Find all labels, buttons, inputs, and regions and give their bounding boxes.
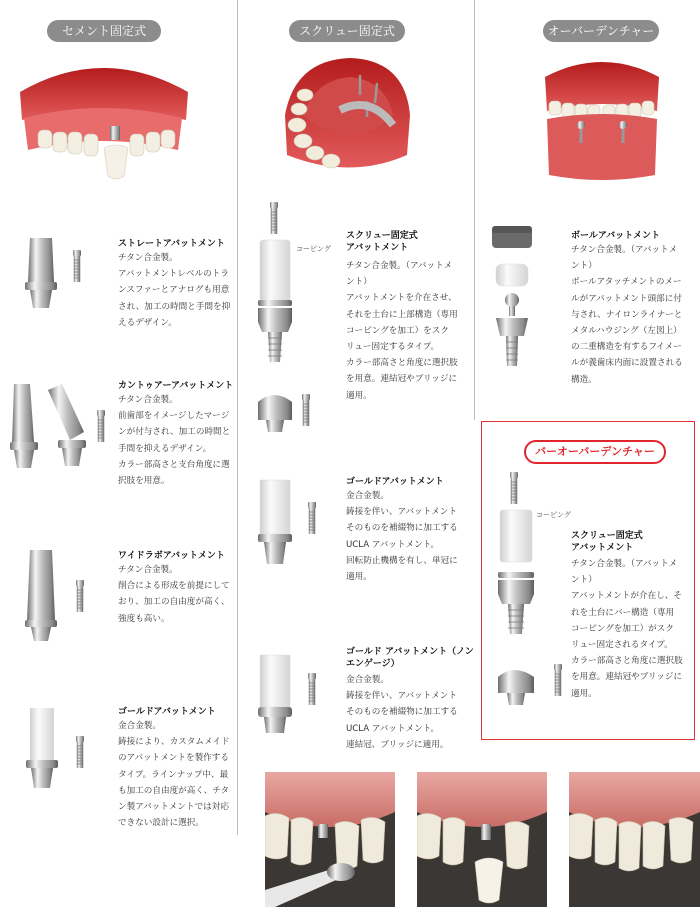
overdenture-item-body: チタン合金製。（アバットメ ント） ボールアタッチメントのメー ルがアバットメント頭部に付 与され、ナイロンライナーと メタルハウジング（左図上） の二重構造を有するフイメー ルが義歯床内面に設置される 構造。 [571,245,683,385]
overdenture-item-title: ボールアバットメント [571,231,661,241]
cement-item-body: チタン合金製。 前歯部をイメージしたマージ ンが付与され、加工の時間と 手間を抑えるデザイン。 カラー部高さと支台角度に選 択肢を用意。 [118,395,231,487]
screw-model-illustration [275,55,415,185]
screw-item-title: スクリュー固定式 アバットメント [346,231,418,253]
column-divider [474,0,475,420]
cement-item-title: ワイドラボアバットメント [118,551,225,561]
cement-item-body: チタン合金製。 削合による形成を前提にして おり、加工の自由度が高く、 強度も高い。 [118,565,230,624]
gold-abutment-illustration [22,708,102,794]
bar-screw-abutment-illustration [496,472,576,712]
bar-overdenture-body: チタン合金製。（アバットメ ント） アバットメントが介在し、そ れを土台にバー構造（専用 コーピングを加工）がスク リュー固定されるタイプ。 カラー部高さと角度に選択肢 を用意。連結冠やブリッジに 適用。 [571,559,683,699]
overdenture-model-illustration [543,57,661,182]
screw-item-title: ゴールド アバットメント（ノン エンゲージ） [346,647,474,669]
contour-abutment-illustration [4,380,114,475]
straight-abutment-illustration [22,238,102,318]
cement-item-title: ストレートアバットメント [118,239,225,249]
header-cement: セメント固定式 [47,20,161,42]
cement-model-illustration [18,62,193,182]
screw-retained-abutment-illustration [248,202,318,442]
ball-abutment-illustration [488,226,548,386]
cement-item-body: チタン合金製。 アバットメントレベルのトラ ンスファーとアナログも用意 され、加工の時間と手間を抑 えるデザイン。 [118,253,231,328]
screw-item-body: 金合金製。 鋳接を伴い、アバットメント そのものを補綴物に加工する UCLA アバットメント。 回転防止機構を有し、単冠に 適用。 [346,491,458,583]
column-divider [237,0,238,835]
screw-item-title: ゴールドアバットメント [346,477,444,487]
non-engaging-gold-abutment-illustration [256,655,331,747]
wide-lab-abutment-illustration [22,550,102,642]
clinical-photo-3 [569,772,700,907]
header-overdenture: オーバーデンチャー [543,20,659,42]
screw-item-body: 金合金製。 鋳接を伴い、アバットメント そのものを補綴物に加工する UCLA アバットメント。 連結冠、ブリッジに適用。 [346,675,458,750]
header-screw: スクリュー固定式 [289,20,405,42]
coping-label: コーピング [296,245,331,253]
cement-item-title: カントゥアーアバットメント [118,381,234,391]
bar-overdenture-title: スクリュー固定式 アバットメント [571,531,643,553]
clinical-photo-2 [417,772,547,907]
clinical-photo-1 [265,772,395,907]
coping-label: コーピング [536,511,571,519]
cement-item-body: 金合金製。 鋳接により、カスタムメイド のアバットメントを製作する タイプ。ラインナップ中、最 も加工の自由度が高く、チタ ン製アバットメントでは対応 できない設計に選択。 [118,721,230,829]
screw-item-body: チタン合金製。（アバットメ ント） アバットメントを介在させ、 それを土台に上部構造（専用 コーピングを加工）をスク リュー固定するタイプ。 カラー部高さと角度に選択肢 を用意。連結冠やブリッジに 適用。 [346,261,458,401]
bar-overdenture-header: バーオーバーデンチャー [524,440,666,464]
screw-gold-abutment-illustration [258,480,328,572]
cement-item-title: ゴールドアバットメント [118,707,216,717]
